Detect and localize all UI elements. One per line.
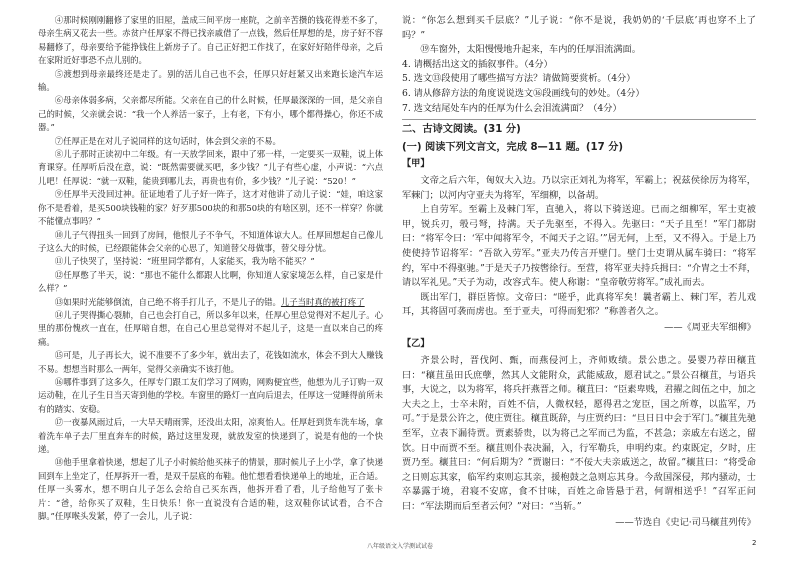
question-list — [402, 58, 756, 116]
question-4: 4. 请概括出这文的插叙事件。（4分） — [402, 58, 553, 70]
paragraph-9: ⑨任厚半天没回过神。征证地看了儿子好一阵子，这才对他讲了动儿子说：“娃，咱这家你不是看着，是买500块钱鞋的家？好歹那500块的和那50块的有啥区别，还不一样穿？你就不能懂点事吗？” — [38, 189, 383, 227]
paragraph-4: ④那时候刚刚翻修了家里的旧屋，盖成三间平房一座院，之前辛苦攒的钱花得差不多了，母亲生病又花去一些。赤贫户任厚家不得已找亲戚借了一点钱，然后任厚想的是，房子好不容易翻修了，母亲要给予能挣钱住上新房子了。自己正好把工作找了，在家好好陪伴母亲，之后在家附近好事恐不点儿别的。 — [38, 15, 383, 66]
right-column — [402, 14, 756, 532]
section-title: 二、古诗文阅读。(31 分) — [402, 124, 521, 136]
paragraph-17: ⑰一夜暴风雨过后，一大早天晴雨霁，还没出太阳，凉爽怡人。任厚赶到货车洗车场，拿着洗车单子去厂里直奔车的时候，路过这里发现，就放发室的快递到了，说是有他的一个快递。 — [38, 417, 383, 454]
passage-jia-p3: 既出军门，群臣皆惊。文帝曰：“嗟乎，此真将军矣！曩者霸上、棘门军，若儿戏耳，其将固可袭而虏也。至于亚夫，可得而犯邪？”称善者久之。 — [402, 291, 756, 318]
paragraph-14: ⑭儿子哭得撕心裂肺，自己也会打自己，所以多年以来，任厚心里总觉得对不起儿子。心里的那份愧疚一直在，任厚暗自想，在自己心里总觉得对不起儿子，这是一直以来自己的疼痛。 — [38, 309, 383, 347]
section-divider — [402, 119, 756, 120]
page-footer-label: 八年级语文入学测试试卷 — [366, 543, 433, 550]
passage-jia-p1: 文帝之后六年，匈奴大入边。乃以宗正刘礼为将军，军霸上；祝兹侯徐厉为将军，军棘门；以河内守亚夫为将军，军细柳，以备胡。 — [402, 174, 756, 201]
passage-jia-source: ——《周亚夫军细柳》 — [664, 321, 756, 333]
paragraph-10: ⑩儿子气得扭头一回到了房间，他恨儿子不争气，不知道体谅大人。任厚回想起自己像儿子这么大的时候，已经跟能体会父亲的心思了，知道替父母做事，替父母分忧。 — [38, 229, 383, 253]
passage-jia-p2: 上自劳军。至霸上及棘门军，直驰入，将以下骑送迎。已而之细柳军，军士吏被甲，锐兵刃，彀弓弩，持满。天子先驱至，不得入。先驱曰：“天子且至！”军门都尉曰：“将军令曰：‘军中闻将军令，不闻天子之诏。’”居无何，上至，又不得入。于是上乃使使持节诏将军：“吾欲入劳军。”亚夫乃传言开壁门。壁门士吏谓从属车骑曰：“将军约，军中不得驱驰。”于是天子乃按辔徐行。至营，将军亚夫持兵揖曰：“介胄之士不拜，请以军礼见。”天子为动，改容式车。使人称谢：“皇帝敬劳将军。”成礼而去。 — [402, 204, 756, 289]
question-5: 5. 选文⑬段使用了哪些描写方法？请做简要赏析。（4分） — [402, 73, 636, 85]
underlined-sentence: 儿子当时真的被打疼了 — [280, 296, 365, 307]
paragraph-7: ⑦任厚正是在对儿子说同样的这句话时，体会到父亲的不易。 — [54, 135, 281, 146]
left-column — [38, 14, 383, 523]
passage-yi-source: ——节选自《史记·司马穰苴列传》 — [615, 516, 756, 528]
paragraph-5: ⑤渡想到母亲最终还是走了。别的活儿自己也不会，任厚只好赶紧又出来跑长途汽车运输。 — [38, 68, 383, 93]
question-7: 7. 选文结尾处车内的任厚为什么会泪流满面？（4分） — [402, 102, 622, 114]
question-6: 6. 请从修辞方法的角度说说选文⑯段画线句的妙处。（4分） — [402, 87, 645, 99]
page-number: 2 — [752, 539, 757, 547]
paragraph-11: ⑪儿子快哭了，坚持说：“班里同学都有，人家能买，我为啥不能买？” — [54, 256, 315, 267]
passage-yi-label: 【乙】 — [402, 338, 430, 350]
paragraph-16: ⑯哪件事到了这多久，任厚专门跟工友们学习了网购，网购便宜些，他想为儿子订购一双运动鞋，在儿子生日当天寄到他的学校。车窗里的路灯一直向后退去，任厚这一觉睡得前所未有的踏实、安稳。 — [38, 376, 383, 414]
paragraph-8: ⑧儿子那时正读初中二年级。有一天放学回来，跟中了邪一样，一定要买一双鞋，说上体育课穿。任厚听后没在意，说：“既然需要就买吧，多少钱？”儿子有些心虚，小声说：“六点儿吧！任厚说：“就一双鞋，能贵到哪儿去，再贵也有价，多少钱？”儿子说：“520！” — [38, 149, 383, 186]
passage-jia-label: 【甲】 — [402, 158, 430, 170]
subsection-title: (一) 阅读下列文言文，完成 8—11 题。(17 分) — [402, 141, 624, 153]
passage-yi-p1: 齐景公时，晋伐阿、甄，而燕侵河上，齐师败绩。景公患之。晏婴乃荐田穰苴曰：“穰苴虽田氏庶孽，然其人文能附众，武能威敌，愿君试之。”景公召穰苴，与语兵事，大说之，以为将军，将兵扞燕晋之师。穰苴曰：“臣素卑贱，君擢之闾伍之中，加之大夫之上，士卒未附，百姓不信，人微权轻，愿得君之宠臣，国之所尊，以监军，乃可。”于是景公许之，使庄贾往。穰苴既辞，与庄贾约曰：“旦日日中会于军门。”穰苴先驰至军，立表下漏待贾。贾素骄贵，以为将己之军而己为监，不甚急；亲戚左右送之，留饮。日中而贾不至。穰苴则仆表决漏，入，行军勒兵，申明约束。约束既定，夕时，庄贾乃至。穰苴曰：“何后期为？”贾谢曰：“不佞大夫亲戚送之，故留。”穰苴曰：“将受命之日则忘其家，临军约束则忘其亲，援枹鼓之急则忘其身。今敌国深侵，邦内骚动，士卒暴露于境，君寝不安席，食不甘味，百姓之命皆悬于君，何谓相送乎！”召军正问曰：“军法期而后至者云何？”对曰：“当斩。” — [402, 355, 757, 512]
paragraph-13: ⑬如果时光能够倒流，自己绝不将手打儿子，不是儿子的错。儿子当时真的被打疼了 — [54, 296, 365, 307]
paragraph-15: ⑮可是，儿子再长大，说不准要不了多少年，就出去了，花钱如流水，体会不到大人赚钱不易。想想当时那么一两年，觉得父亲确实不该打他。 — [38, 350, 383, 374]
paragraph-18: ⑱他手里拿着快递，想起了儿子小时候给他买袜子的情景，那时候儿子上小学，拿了快递回到车上坐定了，任厚拆开一看，是双千层底的布鞋。他忙想看看快递单上的地址，正合适。任厚一头雾水，想不明白儿子怎么会给自己买东西，他拆开看了看，儿子给他写了张卡片：“爸，给你买了双鞋，生日快乐！你一直说没有合适的鞋，这双鞋你试试看，合不合脚。”任厚喉头发紧，停了一会儿，儿子说： — [38, 457, 383, 522]
dialogue-continued: 说：“你怎么想到买千层底？”儿子说：“你不是说，我奶奶的‘千层底’再也穿不上了吗？” — [402, 15, 756, 41]
paragraph-19: ⑲车窗外，太阳慢慢地升起来，车内的任厚泪流满面。 — [420, 44, 641, 56]
paragraph-6: ⑥母亲体弱多病，父亲都尽所能。父亲在自己的什么时候，任厚最深深的一回，是父亲自己的时候，父亲就会说：“我一个人养活一家子，上有老，下有小，哪个都得操心，你还不成器。” — [38, 95, 383, 133]
paragraph-12: ⑫任厚憋了半天，说：“那也不能什么都跟人比啊，你知道人家家境怎么样，自己家是什么样？” — [38, 269, 383, 294]
